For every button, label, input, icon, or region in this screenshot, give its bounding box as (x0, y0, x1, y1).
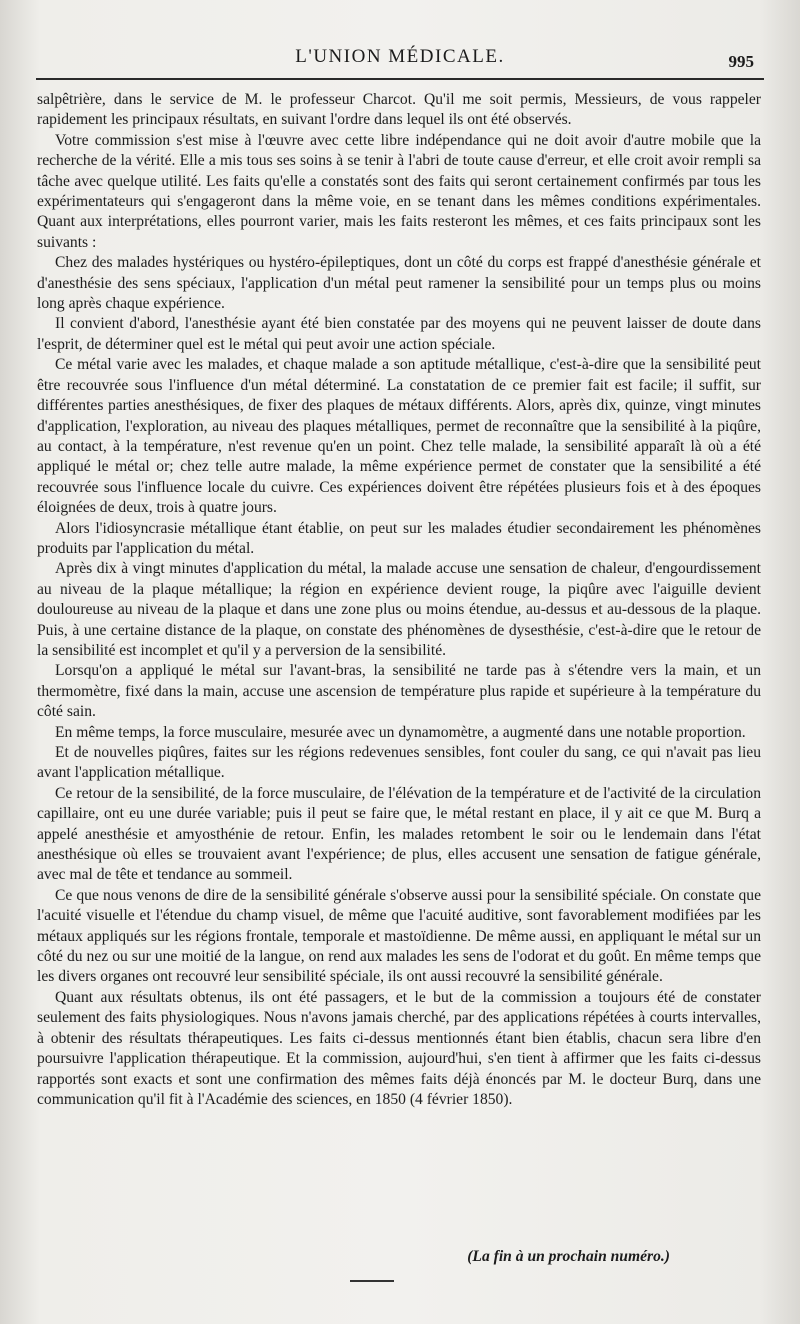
end-rule (350, 1280, 394, 1282)
header-rule (36, 78, 764, 80)
paragraph: Votre commission s'est mise à l'œuvre avec cette libre indépendance qui ne doit avoir d'autre mobile que la recherche de la vérité. Elle a mis tous ses soins à se tenir à l'abri de toute cause d'erreur, et elle croit avoir rempli sa tâche avec quelque utilité. Les faits qu'elle a constatés sont des faits qui seront certainement confirmés par tous les expérimentateurs qui s'engageront dans la même voie, en se tenant dans les mêmes conditions expérimentales. Quant aux interprétations, elles pourront varier, mais les faits resteront les mêmes, et ces faits principaux sont les suivants : (37, 131, 761, 251)
paragraph: Quant aux résultats obtenus, ils ont été passagers, et le but de la commission a toujours été de constater seulement des faits physiologiques. Nous n'avons jamais cherché, par des applications répétées à courts intervalles, à obtenir des résultats thérapeutiques. Les faits ci-dessus mentionnés étant bien établis, chacun sera libre d'en poursuivre l'application thérapeutique. Et la commission, aujourd'hui, s'en tient à affirmer que les faits ci-dessus rapportés sont exacts et sont une confirmation des mêmes faits déjà énoncés par M. le docteur Burq, dans une communication qu'il fit à l'Académie des sciences, en 1850 (4 février 1850). (37, 988, 761, 1108)
continuation-note: (La fin à un prochain numéro.) (467, 1248, 670, 1265)
paragraph: Lorsqu'on a appliqué le métal sur l'avant-bras, la sensibilité ne tarde pas à s'étendre vers la main, et un thermomètre, fixé dans la main, accuse une ascension de température plus rapide et supérieure à la température du côté sain. (37, 662, 761, 721)
paragraph: Après dix à vingt minutes d'application du métal, la malade accuse une sensation de chaleur, d'engourdissement au niveau de la plaque métallique; la région en expérience devient rouge, la piqûre avec l'aiguille devient douloureuse au niveau de la plaque et dans une zone plus ou moins étendue, au-dessus et au-dessous de la plaque. Puis, à une certaine distance de la plaque, on constate des phénomènes de dysesthésie, c'est-à-dire que le retour de la sensibilité est incomplet et qu'il y a perversion de la sensibilité. (37, 560, 761, 659)
paragraph: salpêtrière, dans le service de M. le professeur Charcot. Qu'il me soit permis, Messieurs, de vous rappeler rapidement les principaux résultats, en suivant l'ordre dans lequel ils ont été observés. (37, 91, 761, 129)
paragraph: Chez des malades hystériques ou hystéro-épileptiques, dont un côté du corps est frappé d'anesthésie générale et d'anesthésie des sens spéciaux, l'application d'un métal peut ramener la sensibilité pour un temps plus ou moins long après chaque expérience. (37, 254, 761, 313)
paragraph: Et de nouvelles piqûres, faites sur les régions redevenues sensibles, font couler du sang, ce qui n'avait pas lieu avant l'application métallique. (37, 744, 761, 782)
paragraph: Ce retour de la sensibilité, de la force musculaire, de l'élévation de la température et de l'activité de la circulation capillaire, ont eu une durée variable; puis il peut se faire que, le métal restant en place, il y ait ce que M. Burq a appelé anesthésie et amyosthénie de retour. Enfin, les malades retombent le soir ou le lendemain dans l'état anesthésique où elles se trouvaient avant l'expérience; de plus, elles accusent une sensation de fatigue générale, avec mal de tête et tendance au sommeil. (37, 784, 761, 884)
running-title: L'UNION MÉDICALE. (295, 46, 505, 67)
paragraph: Ce métal varie avec les malades, et chaque malade a son aptitude métallique, c'est-à-dire que la sensibilité peut être recouvrée sous l'influence d'un métal déterminé. La constatation de ce premier fait est facile; il suffit, sur différentes parties anesthésiques, de fixer des plaques de métaux différents. Alors, après dix, quinze, vingt minutes d'application, l'exploration, au niveau des plaques métalliques, permet de reconnaître que la sensibilité à la piqûre, au contact, à la température, n'est revenue qu'en un point. Chez telle malade, la sensibilité apparaît là où a été appliqué le métal or; chez telle autre malade, la même expérience permet de constater que la sensibilité a été recouvrée sous l'influence locale du cuivre. Ces expériences doivent être répétées plusieurs fois et à des époques éloignées de deux, trois à quatre jours. (37, 356, 761, 517)
paragraph: Alors l'idiosyncrasie métallique étant établie, on peut sur les malades étudier secondairement les phénomènes produits par l'application du métal. (37, 519, 761, 557)
article-body (37, 90, 761, 1110)
paragraph: Ce que nous venons de dire de la sensibilité générale s'observe aussi pour la sensibilité spéciale. On constate que l'acuité visuelle et l'étendue du champ visuel, de même que l'acuité auditive, sont favorablement modifiées par les métaux appliqués sur les régions frontale, temporale et mastoïdienne. De même aussi, en appliquant le métal sur un côté du nez ou sur une moitié de la langue, on rend aux malades les sens de l'odorat et du goût. En même temps que les divers organes ont recouvré leur sensibilité spéciale, ils ont aussi recouvré la sensibilité générale. (37, 886, 761, 986)
page-number: 995 (728, 52, 754, 71)
paragraph: En même temps, la force musculaire, mesurée avec un dynamomètre, a augmenté dans une notable proportion. (55, 723, 746, 741)
paragraph: Il convient d'abord, l'anesthésie ayant été bien constatée par des moyens qui ne peuvent laisser de doute dans l'esprit, de déterminer quel est le métal qui peut avoir une action spéciale. (37, 315, 761, 353)
